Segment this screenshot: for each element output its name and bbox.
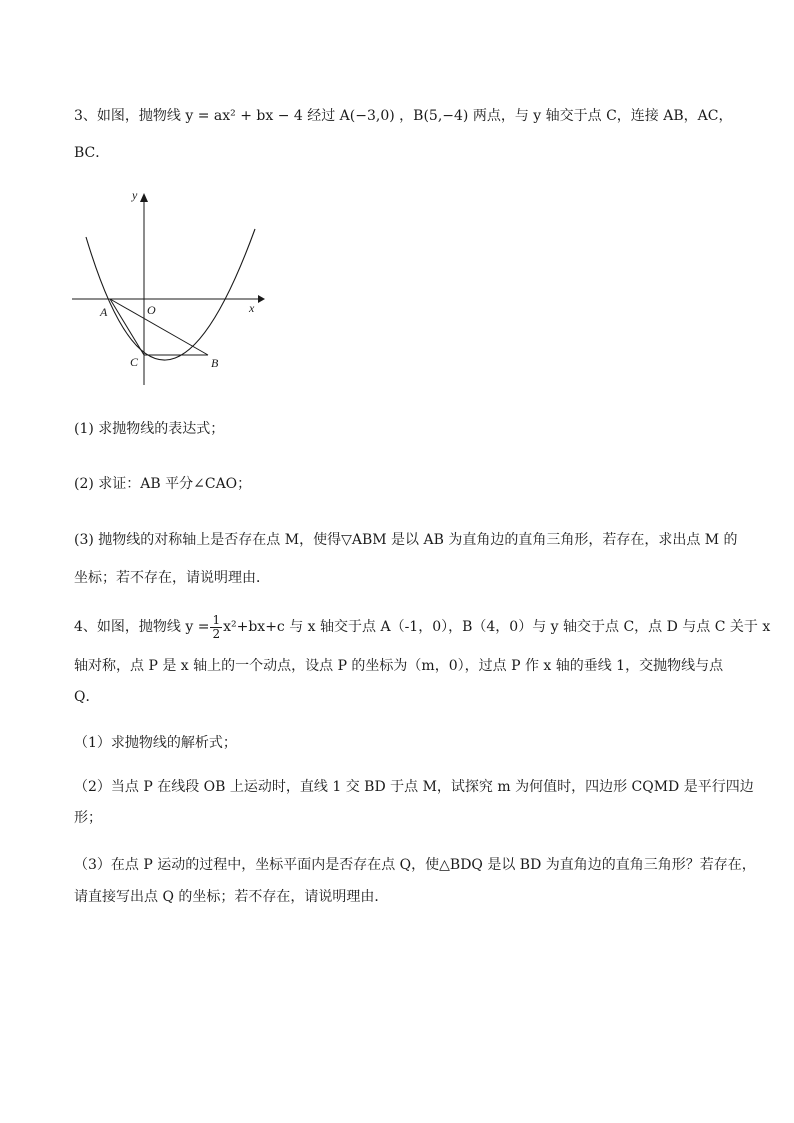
q3-part3-line2: 坐标；若不存在，请说明理由． — [74, 570, 270, 586]
q4-part3-line2: 请直接写出点 Q 的坐标；若不存在，请说明理由． — [74, 889, 389, 905]
label-o: O — [147, 303, 156, 317]
q4-part1: （1）求抛物线的解析式； — [74, 735, 237, 751]
q4-stem-line1 — [74, 613, 770, 641]
q4-stem-line3: Q． — [74, 689, 100, 705]
q4-part3-line1: （3）在点 P 运动的过程中，坐标平面内是否存在点 Q，使△BDQ 是以 BD 为直角边的直角三角形？若存在， — [74, 857, 756, 873]
q4-stem-line2: 轴对称，点 P 是 x 轴上的一个动点，设点 P 的坐标为（m，0），过点 P 作 x 轴的垂线 1，交抛物线与点 — [74, 658, 724, 674]
fraction-numerator: 1 — [212, 612, 221, 627]
q4-part2-line2: 形； — [74, 810, 102, 826]
q4-part2-line1: （2）当点 P 在线段 OB 上运动时，直线 1 交 BD 于点 M，试探究 m 为何值时，四边形 CQMD 是平行四边 — [74, 779, 754, 795]
parabola-figure — [68, 185, 268, 385]
segment-ac — [110, 299, 144, 355]
q3-stem-line1: 3、如图，抛物线 y = ax² + bx − 4 经过 A(−3,0) ，B(5,−4) 两点，与 y 轴交于点 C，连接 AB，AC， — [74, 108, 733, 124]
q3-stem-line2: BC． — [74, 145, 110, 161]
q3-part3-line1: (3) 抛物线的对称轴上是否存在点 M，使得▽ABM 是以 AB 为直角边的直角三角形，若存在，求出点 M 的 — [74, 532, 738, 548]
x-axis-arrow — [258, 295, 265, 303]
y-axis-arrow — [140, 193, 148, 202]
segment-ab — [110, 299, 208, 355]
q3-part1: (1) 求抛物线的表达式； — [74, 421, 225, 437]
label-c: C — [130, 355, 139, 369]
q4-line1-prefix: 4、如图，抛物线 y = — [74, 619, 210, 635]
q4-line1-suffix: x²+bx+c 与 x 轴交于点 A（-1，0），B（4，0）与 y 轴交于点 C，点 D 与点 C 关于 x — [223, 619, 771, 635]
parabola-curve — [86, 229, 255, 360]
label-b: B — [211, 356, 219, 370]
label-y: y — [132, 188, 138, 202]
fraction-half — [210, 614, 222, 641]
fraction-denominator: 2 — [212, 626, 221, 641]
q3-part2: (2) 求证：AB 平分∠CAO； — [74, 476, 252, 492]
label-a: A — [100, 305, 108, 319]
label-x: x — [249, 301, 255, 315]
